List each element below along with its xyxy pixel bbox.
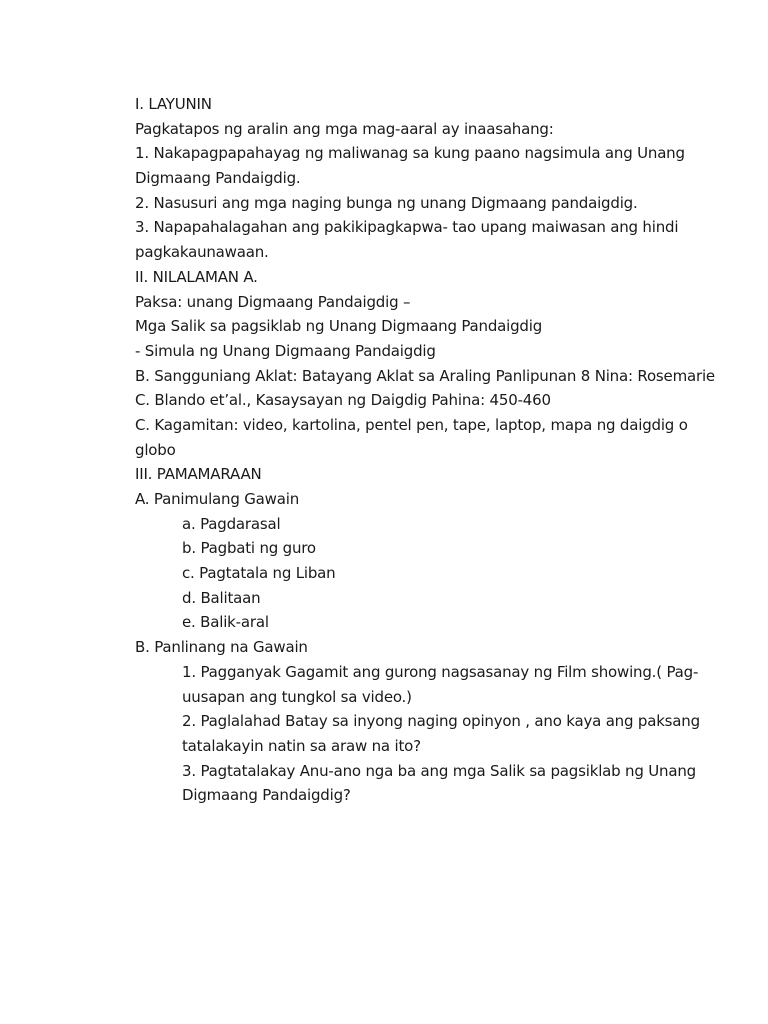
list-item: d. Balitaan [182, 588, 261, 607]
objective-1-cont: Digmaang Pandaigdig. [135, 169, 301, 188]
step-3: 3. Pagtatalakay Anu-ano nga ba ang mga Salik sa pagsiklab ng Unang [182, 761, 696, 780]
panlinang-gawain: B. Panlinang na Gawain [135, 638, 308, 657]
sanggunian-cont: C. Blando et’al., Kasaysayan ng Daigdig Pahina: 450-460 [135, 391, 551, 410]
sanggunian-line: B. Sangguniang Aklat: Batayang Aklat sa Araling Panlipunan 8 Nina: Rosemarie [135, 366, 715, 385]
text-line: Pagkatapos ng aralin ang mga mag-aaral ay inaasahang: [135, 119, 554, 138]
objective-3-cont: pagkakaunawaan. [135, 243, 269, 262]
heading-nilalaman: II. NILALAMAN A. [135, 267, 258, 286]
panimulang-gawain: A. Panimulang Gawain [135, 490, 299, 508]
step-1-cont: uusapan ang tungkol sa video.) [182, 687, 412, 706]
step-3-cont: Digmaang Pandaigdig? [182, 786, 351, 805]
paksa-sub-2: - Simula ng Unang Digmaang Pandaigdig [135, 341, 436, 360]
list-item: c. Pagtatala ng Liban [182, 564, 336, 583]
paksa-sub-1: Mga Salik sa pagsiklab ng Unang Digmaang Pandaigdig [135, 317, 543, 336]
list-item: e. Balik-aral [182, 613, 269, 632]
objective-2: 2. Nasusuri ang mga naging bunga ng unang Digmaang pandaigdig. [135, 193, 638, 212]
list-item: a. Pagdarasal [182, 514, 281, 533]
heading-pamamaraan: III. PAMAMARAAN [135, 465, 262, 484]
step-1: 1. Pagganyak Gagamit ang gurong nagsasanay ng Film showing.( Pag- [182, 662, 699, 681]
kagamitan-line: C. Kagamitan: video, kartolina, pentel pen, tape, laptop, mapa ng daigdig o [135, 415, 688, 434]
kagamitan-cont: globo [135, 440, 176, 459]
objective-1: 1. Nakapagpapahayag ng maliwanag sa kung paano nagsimula ang Unang [135, 144, 685, 163]
list-item: b. Pagbati ng guro [182, 539, 316, 558]
heading-layunin: I. LAYUNIN [135, 95, 212, 113]
objective-3: 3. Napapahalagahan ang pakikipagkapwa- tao upang maiwasan ang hindi [135, 218, 679, 237]
step-2-cont: tatalakayin natin sa araw na ito? [182, 736, 421, 755]
lesson-plan-text [135, 92, 715, 808]
step-2: 2. Paglalahad Batay sa inyong naging opinyon , ano kaya ang paksang [182, 712, 700, 731]
paksa-line: Paksa: unang Digmaang Pandaigdig – [135, 292, 411, 311]
